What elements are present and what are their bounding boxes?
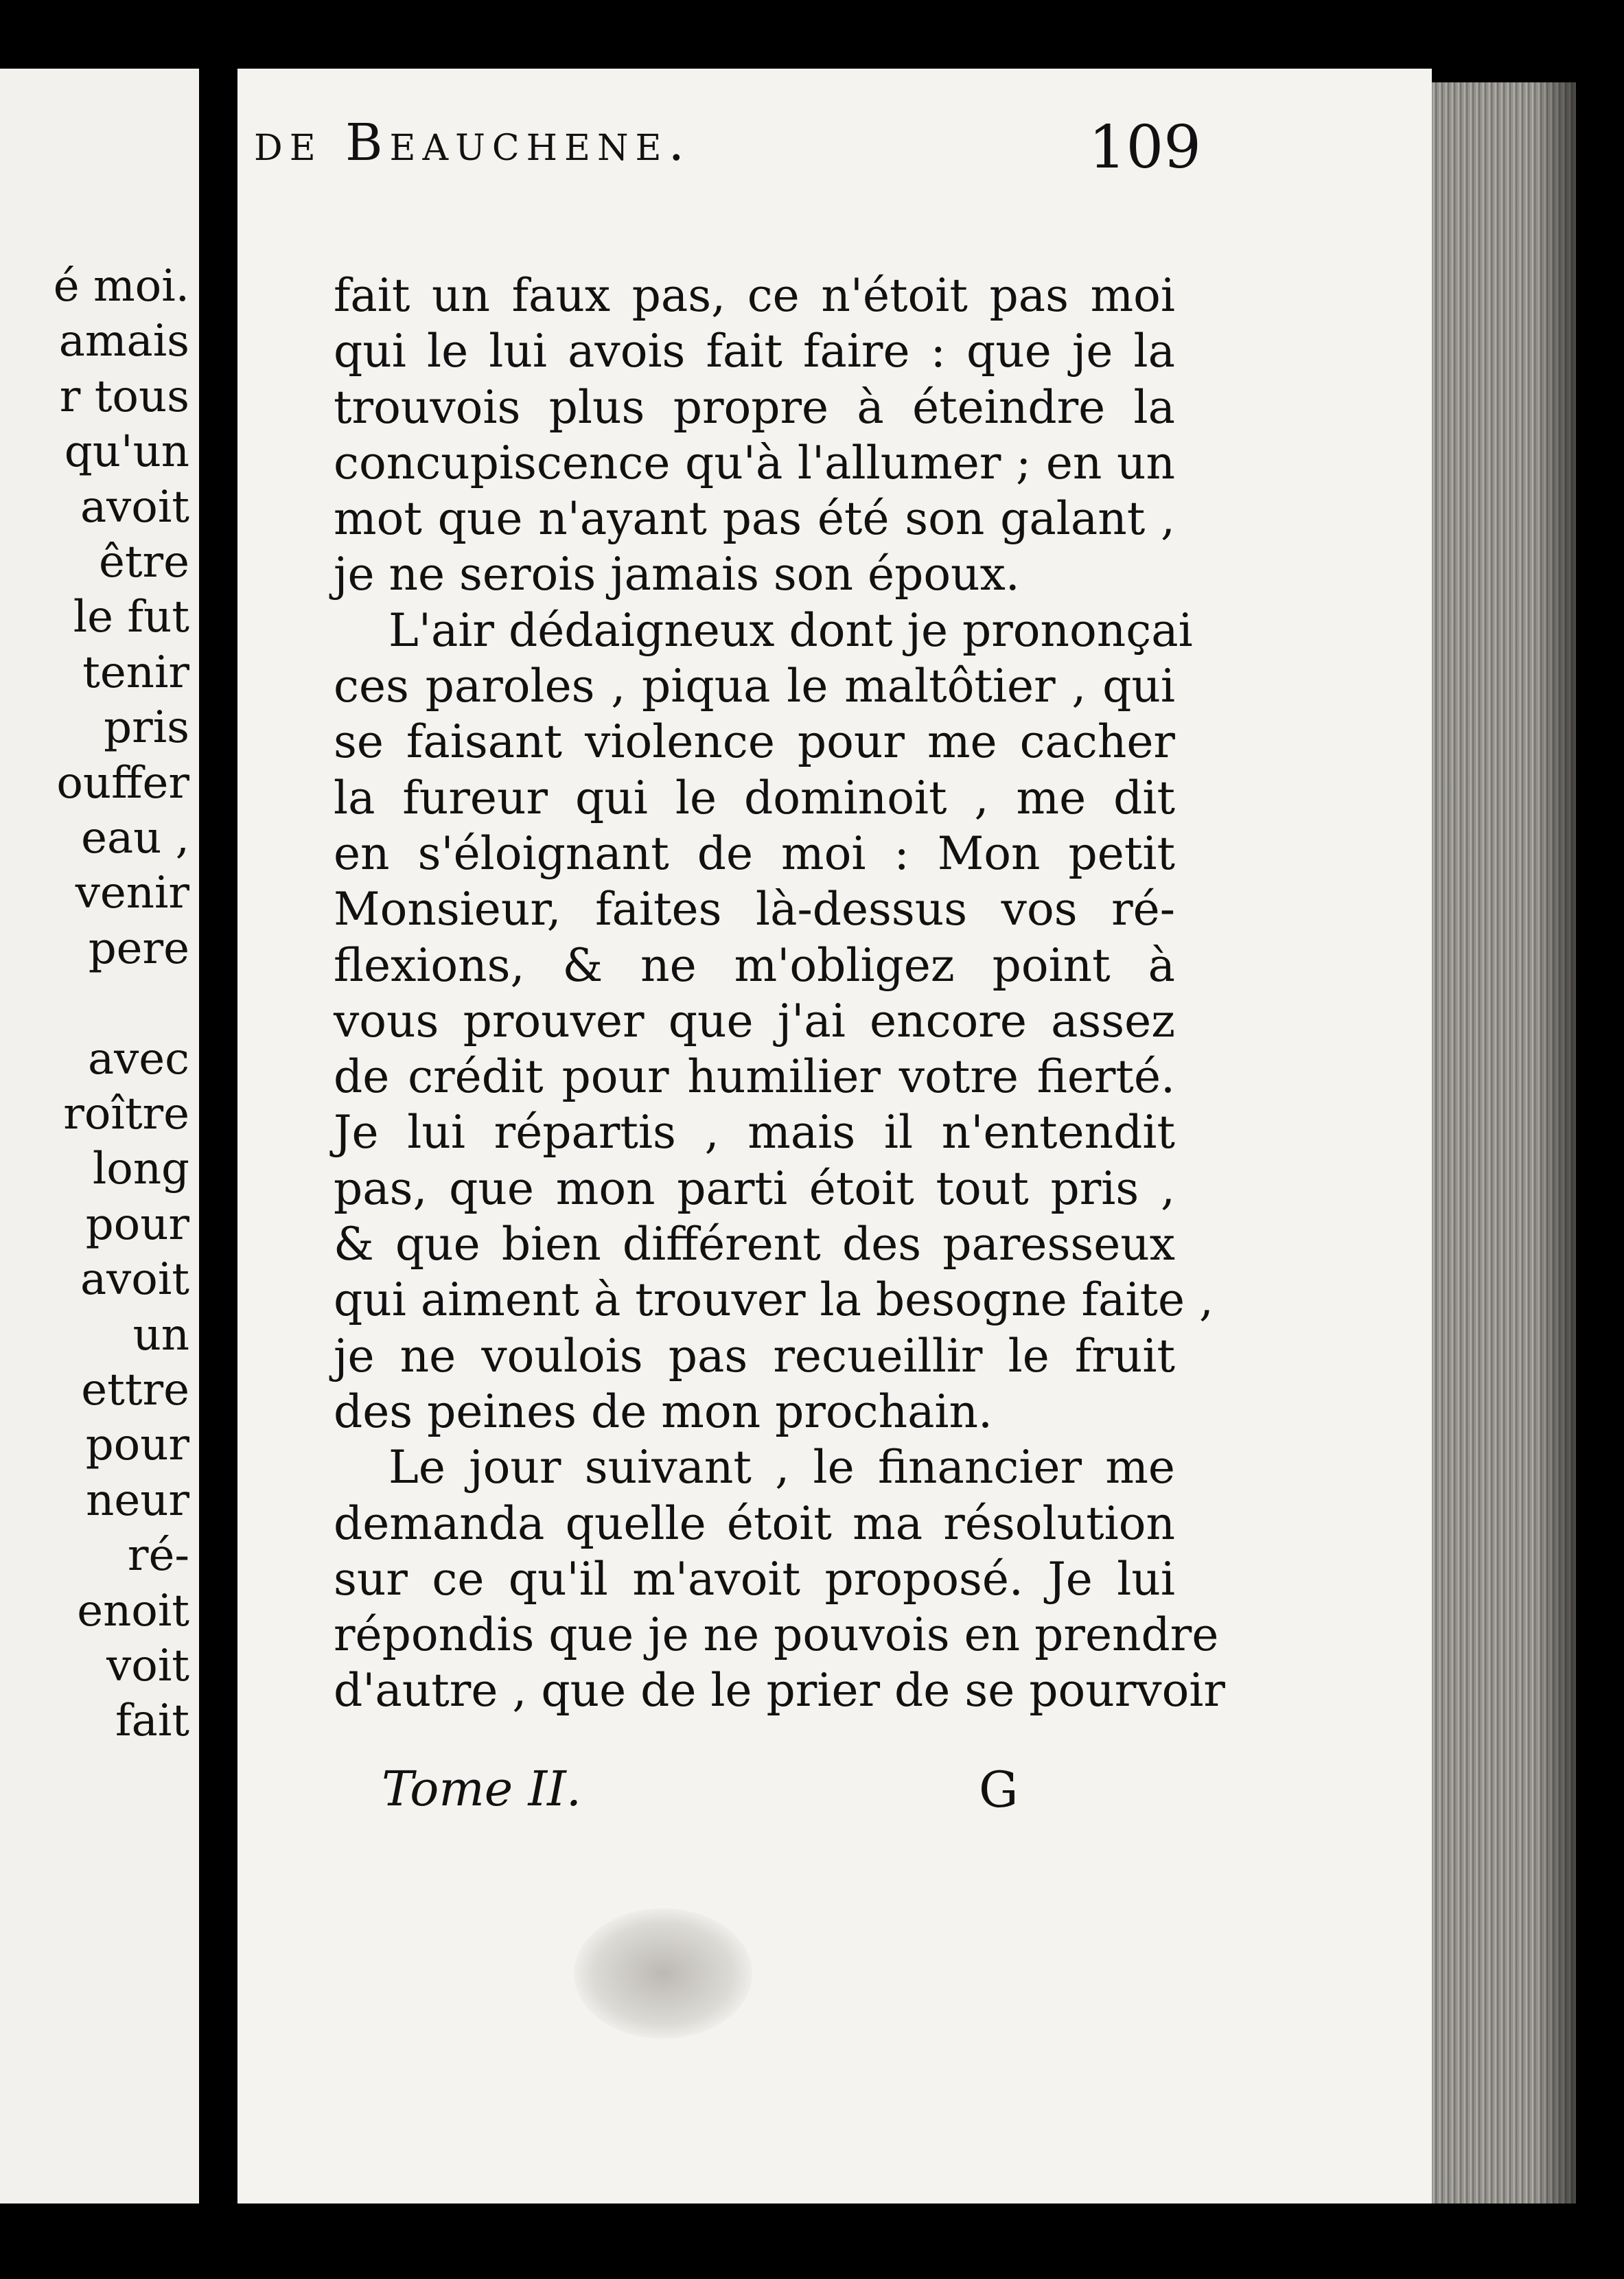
text-line: flexions, & ne m'obligez point à — [334, 938, 1175, 992]
margin-fragment: é moi. — [53, 261, 189, 312]
volume-label: Tome II. — [382, 1761, 582, 1817]
ink-stain — [574, 1908, 752, 2039]
text-line: vous prouver que j'ai encore assez — [334, 994, 1175, 1048]
previous-page-fragment — [0, 69, 199, 2203]
margin-fragment: un — [132, 1309, 189, 1361]
margin-fragment: qu'un — [64, 426, 189, 478]
page-number: 109 — [1088, 113, 1201, 182]
margin-fragment: avec — [87, 1033, 189, 1085]
text-line: trouvois plus propre à éteindre la — [334, 380, 1175, 434]
margin-fragment: enoit — [77, 1585, 189, 1636]
running-title: de Beauchene. — [254, 113, 691, 172]
running-head — [254, 113, 1201, 189]
margin-fragment: pour — [85, 1199, 189, 1250]
margin-fragment: avoit — [80, 481, 189, 533]
text-line: mot que n'ayant pas été son galant , — [334, 492, 1175, 546]
signature-mark: G — [979, 1761, 1019, 1818]
margin-fragment: voit — [106, 1641, 189, 1691]
text-line: je ne serois jamais son époux. — [334, 548, 1020, 601]
text-line: de crédit pour humilier votre fierté. — [334, 1050, 1175, 1104]
page-block-edges — [1432, 82, 1576, 2203]
margin-fragment: pris — [104, 702, 189, 754]
text-line: je ne voulois pas recueillir le fruit — [334, 1329, 1175, 1383]
text-line: Je lui répartis , mais il n'entendit — [334, 1106, 1175, 1159]
margin-fragment: être — [98, 537, 189, 588]
margin-fragment: avoit — [80, 1254, 189, 1306]
margin-fragment: le fut — [73, 592, 189, 643]
margin-fragment: pere — [88, 923, 189, 974]
margin-fragment: r tous — [59, 371, 189, 422]
text-line: demanda quelle étoit ma résolution — [334, 1496, 1175, 1550]
text-line: se faisant violence pour me cacher — [334, 715, 1175, 769]
margin-fragment: pour — [85, 1420, 189, 1471]
text-line: pas, que mon parti étoit tout pris , — [334, 1161, 1175, 1215]
text-line: & que bien différent des paresseux — [334, 1218, 1175, 1271]
margin-fragment: amais — [58, 316, 189, 367]
text-line: L'air dédaigneux dont je prononçai — [388, 603, 1193, 657]
margin-fragment: ré- — [127, 1530, 189, 1582]
text-line: répondis que je ne pouvois en prendre — [334, 1608, 1219, 1662]
text-line: d'autre , que de le prier de se pourvoir — [334, 1664, 1225, 1717]
margin-fragment: ouffer — [56, 757, 189, 809]
text-line: en s'éloignant de moi : Mon petit — [334, 826, 1175, 880]
text-line: fait un faux pas, ce n'étoit pas moi — [334, 269, 1175, 322]
text-line: des peines de mon prochain. — [334, 1385, 993, 1438]
text-line: qui le lui avois fait faire : que je la — [334, 325, 1175, 378]
text-line: concupiscence qu'à l'allumer ; en un — [334, 436, 1175, 489]
text-line: sur ce qu'il m'avoit proposé. Je lui — [334, 1552, 1175, 1606]
text-line: la fureur qui le dominoit , me dit — [334, 771, 1175, 824]
margin-fragment: ettre — [81, 1365, 189, 1415]
margin-fragment: venir — [75, 868, 189, 919]
text-line: Monsieur, faites là-dessus vos ré- — [334, 883, 1175, 936]
margin-fragment: neur — [86, 1474, 189, 1526]
page-footer — [382, 1761, 1041, 1836]
margin-fragment: eau , — [81, 813, 189, 864]
text-line: qui aiment à trouver la besogne faite , — [334, 1273, 1214, 1327]
text-line: Le jour suivant , le financier me — [388, 1441, 1175, 1494]
body-text — [334, 268, 1225, 1719]
margin-fragment: fait — [115, 1696, 189, 1747]
margin-fragment: long — [92, 1144, 189, 1195]
margin-fragment: tenir — [82, 647, 189, 698]
text-line: ces paroles , piqua le maltôtier , qui — [334, 660, 1175, 713]
margin-fragment: roître — [63, 1089, 189, 1140]
